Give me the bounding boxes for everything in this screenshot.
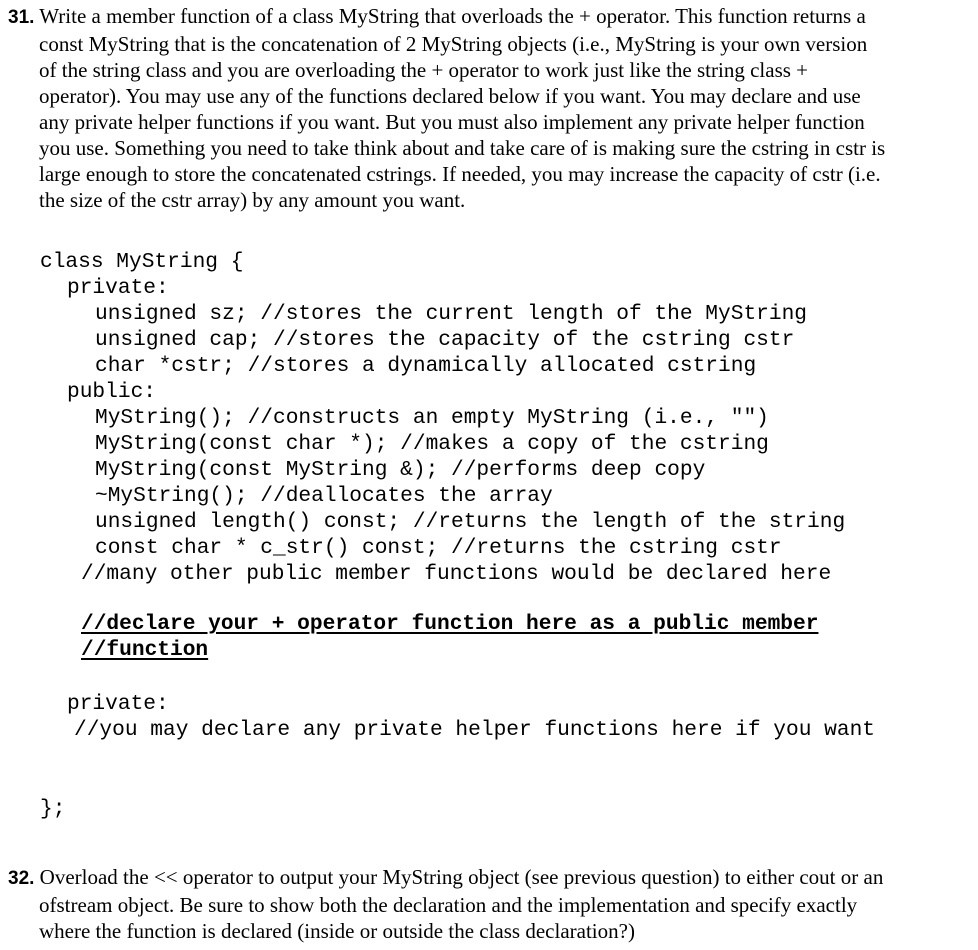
question-32-line-2: ofstream object. Be sure to show both the declaration and the implementation and specify exactly (39, 893, 858, 917)
code-method-default-ctor: MyString(); //constructs an empty MyString (i.e., "") (95, 406, 769, 430)
code-class-close: }; (40, 797, 66, 821)
question-31-line-5: any private helper functions if you want. But you must also implement any private helper function (39, 110, 865, 134)
code-method-cstring-ctor: MyString(const char *); //makes a copy of the cstring (95, 432, 769, 456)
question-31-line-1: 31. Write a member function of a class MyString that overloads the + operator. This function returns a (8, 4, 866, 28)
question-31-line-7: large enough to store the concatenated cstrings. If needed, you may increase the capacity of cstr (i.e. (39, 162, 881, 186)
code-many-comment: //many other public member functions would be declared here (81, 562, 832, 586)
code-public-label: public: (67, 380, 157, 404)
question-31-line-3: of the string class and you are overloading the + operator to work just like the string class + (39, 58, 809, 82)
question-31 (8, 3, 970, 213)
code-declare-line-1: //declare your + operator function here as a public member (81, 612, 819, 636)
question-31-line-2: const MyString that is the concatenation of 2 MyString objects (i.e., MyString is your own version (39, 32, 868, 56)
question-31-line-8: the size of the cstr array) by any amount you want. (39, 188, 466, 212)
code-helper-comment: //you may declare any private helper functions here if you want (74, 718, 876, 742)
question-31-line-4: operator). You may use any of the functions declared below if you want. You may declare and use (39, 84, 861, 108)
code-member-sz: unsigned sz; //stores the current length of the MyString (95, 302, 808, 326)
code-member-cstr: char *cstr; //stores a dynamically allocated cstring (95, 354, 757, 378)
code-private-label: private: (67, 276, 169, 300)
code-declare-line-2: //function (81, 638, 209, 662)
question-32-number: 32. (8, 868, 35, 889)
question-32-line-1: 32. Overload the << operator to output your MyString object (see previous question) to either cout or an (8, 865, 884, 889)
code-class-open: class MyString { (40, 250, 244, 274)
code-method-copy-ctor: MyString(const MyString &); //performs deep copy (95, 458, 706, 482)
code-private-label-2: private: (67, 692, 169, 716)
code-method-destructor: ~MyString(); //deallocates the array (95, 484, 553, 508)
question-32 (8, 864, 970, 944)
code-method-c-str: const char * c_str() const; //returns the cstring cstr (95, 536, 782, 560)
code-method-length: unsigned length() const; //returns the length of the string (95, 510, 846, 534)
question-32-line-3: where the function is declared (inside or outside the class declaration?) (39, 919, 635, 943)
question-31-line-6: you use. Something you need to take think about and take care of is making sure the cstring in cstr is (39, 136, 886, 160)
code-member-cap: unsigned cap; //stores the capacity of the cstring cstr (95, 328, 795, 352)
question-31-number: 31. (8, 7, 35, 28)
